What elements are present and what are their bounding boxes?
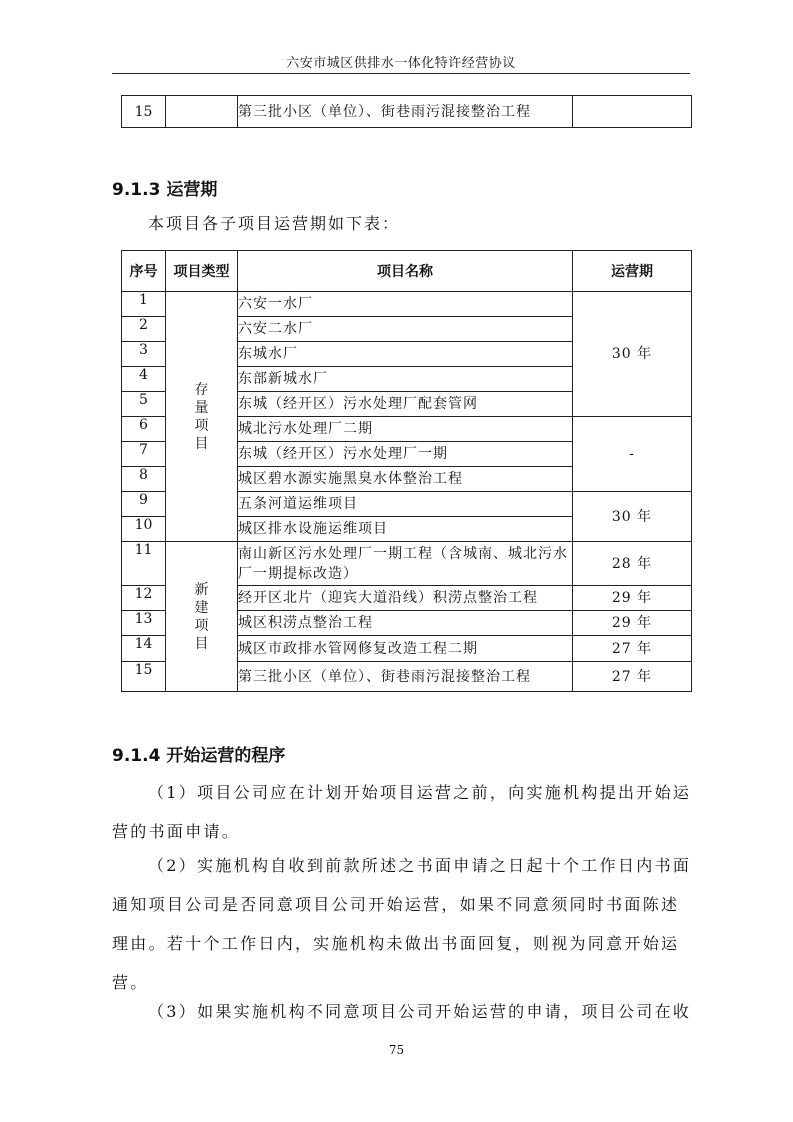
section-intro: 本项目各子项目运营期如下表： (148, 214, 401, 233)
paragraph: （2）实施机构自收到前款所述之书面申请之日起十个工作日内书面通知项目公司是否同意项目公司开始运营，如果不同意须同时书面陈述理由。若十个工作日内，实施机构未做出书面回复，则视为同意开始运营。 (112, 856, 692, 992)
table-row (122, 96, 692, 128)
section-heading-914: 9.1.4 开始运营的程序 (112, 746, 286, 766)
row-number: 4 (122, 367, 166, 392)
row-period: 29 年 (573, 611, 692, 636)
row-number: 12 (122, 586, 166, 611)
row-project-name: 城区市政排水管网修复改造工程二期 (238, 636, 573, 662)
header-type: 项目类型 (166, 251, 238, 292)
type-new-cell (166, 542, 238, 692)
period-group-3: 30 年 (573, 492, 692, 542)
row-project-name: 六安一水厂 (238, 292, 573, 317)
row-project-name: 东部新城水厂 (238, 367, 573, 392)
period-group-1: 30 年 (573, 292, 692, 417)
row-number: 14 (122, 636, 166, 662)
row-number: 10 (122, 517, 166, 542)
row-number: 1 (122, 292, 166, 317)
row-number: 7 (122, 442, 166, 467)
type-existing-label: 存量项目 (194, 381, 209, 452)
row-project-name: 城区碧水源实施黑臭水体整治工程 (238, 467, 573, 492)
running-header: 六安市城区供排水一体化特许经营协议 (286, 56, 516, 71)
row-project-name: 城区积涝点整治工程 (238, 611, 573, 636)
row-project-name: 六安二水厂 (238, 317, 573, 342)
row-period: 28 年 (573, 542, 692, 586)
row-project-name: 东城水厂 (238, 342, 573, 367)
row-project-name: 南山新区污水处理厂一期工程（含城南、城北污水厂一期提标改造） (238, 542, 573, 586)
table-row (122, 292, 692, 317)
row-number: 3 (122, 342, 166, 367)
continued-table (121, 95, 692, 128)
header-no: 序号 (122, 251, 166, 292)
type-existing-cell (166, 292, 238, 542)
row-project-name: 经开区北片（迎宾大道沿线）积涝点整治工程 (238, 586, 573, 611)
row-number: 15 (122, 96, 166, 128)
table-header-row (122, 251, 692, 292)
row-project-name: 城区排水设施运维项目 (238, 517, 573, 542)
header-name: 项目名称 (238, 251, 573, 292)
header-divider (112, 73, 690, 74)
row-project-name: 第三批小区（单位）、街巷雨污混接整治工程 (238, 96, 573, 128)
row-period: 29 年 (573, 586, 692, 611)
row-project-name: 城北污水处理厂二期 (238, 417, 573, 442)
type-new-label: 新建项目 (194, 581, 209, 652)
row-project-name: 东城（经开区）污水处理厂配套管网 (238, 392, 573, 417)
row-period: 27 年 (573, 662, 692, 692)
operation-period-table (121, 250, 692, 692)
row-project-name: 东城（经开区）污水处理厂一期 (238, 442, 573, 467)
row-number: 13 (122, 611, 166, 636)
paragraph: （3）如果实施机构不同意项目公司开始运营的申请，项目公司在收 (148, 1002, 692, 1021)
row-number: 11 (122, 542, 166, 586)
row-project-name: 第三批小区（单位）、街巷雨污混接整治工程 (238, 662, 573, 692)
row-period: 27 年 (573, 636, 692, 662)
row-number: 2 (122, 317, 166, 342)
period-group-2: - (573, 417, 692, 492)
row-number: 5 (122, 392, 166, 417)
page-number: 75 (388, 1043, 405, 1057)
row-number: 8 (122, 467, 166, 492)
paragraph: （1）项目公司应在计划开始项目运营之前，向实施机构提出开始运营的书面申请。 (112, 783, 692, 841)
row-number: 15 (122, 662, 166, 692)
header-period: 运营期 (573, 251, 692, 292)
row-project-name: 五条河道运维项目 (238, 492, 573, 517)
row-type (166, 96, 238, 128)
section-heading-913: 9.1.3 运营期 (112, 180, 218, 200)
table-row (122, 542, 692, 586)
row-period (573, 96, 692, 128)
row-number: 9 (122, 492, 166, 517)
row-number: 6 (122, 417, 166, 442)
